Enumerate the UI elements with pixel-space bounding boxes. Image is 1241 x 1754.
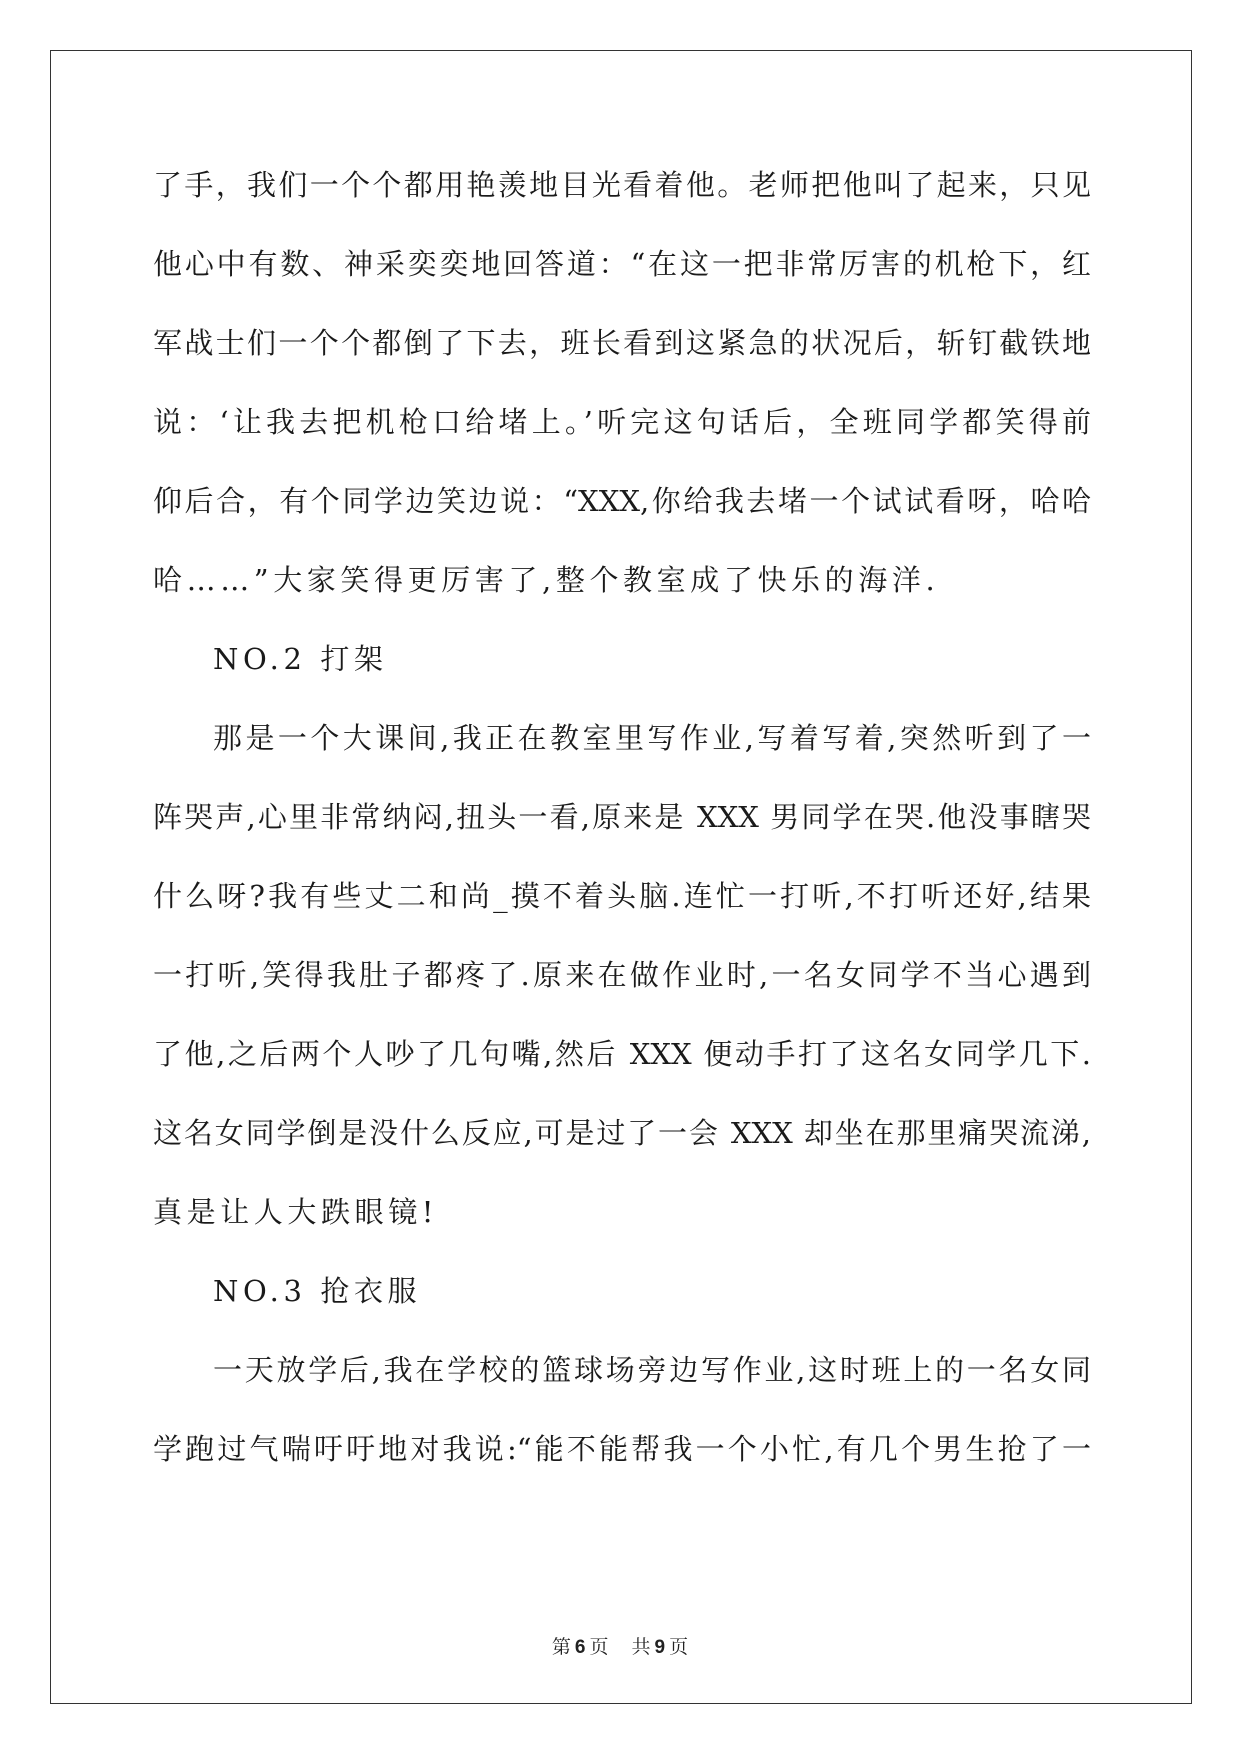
paragraph-line: 学跑过气喘吁吁地对我说:“能不能帮我一个小忙,有几个男生抢了一 — [153, 1432, 1091, 1466]
section-heading: NO.3 抢衣服 — [213, 1274, 422, 1308]
section-heading: NO.2 打架 — [213, 642, 388, 676]
total-prefix: 共 — [631, 1636, 652, 1658]
paragraph-line: 说：‘让我去把机枪口给堵上。’听完这句话后，全班同学都笑得前 — [153, 405, 1091, 439]
paragraph-line: 他心中有数、神采奕奕地回答道：“在这一把非常厉害的机枪下，红 — [153, 247, 1091, 281]
total-suffix: 页 — [669, 1636, 690, 1658]
paragraph-line: 一天放学后,我在学校的篮球场旁边写作业,这时班上的一名女同 — [213, 1353, 1091, 1387]
paragraph-line: 仰后合，有个同学边笑边说：“XXX,你给我去堵一个试试看呀，哈哈 — [153, 484, 1091, 518]
current-page-number: 6 — [574, 1637, 587, 1658]
paragraph-line: 军战士们一个个都倒了下去，班长看到这紧急的状况后，斩钉截铁地 — [153, 326, 1091, 360]
total-pages-number: 9 — [654, 1637, 667, 1658]
paragraph-line: 什么呀?我有些丈二和尚_摸不着头脑.连忙一打听,不打听还好,结果 — [153, 879, 1091, 913]
paragraph-line: 那是一个大课间,我正在教室里写作业,写着写着,突然听到了一 — [213, 721, 1091, 755]
page-prefix: 第 — [551, 1636, 572, 1658]
paragraph-line: 了手，我们一个个都用艳羡地目光看着他。老师把他叫了起来，只见 — [153, 168, 1091, 202]
document-body — [153, 160, 1091, 1503]
paragraph-line: 一打听,笑得我肚子都疼了.原来在做作业时,一名女同学不当心遇到 — [153, 958, 1091, 992]
page-suffix: 页 — [589, 1636, 610, 1658]
paragraph-line: 真是让人大跌眼镜! — [153, 1195, 439, 1229]
paragraph-line: 哈……”大家笑得更厉害了,整个教室成了快乐的海洋. — [153, 563, 940, 597]
paragraph-line: 阵哭声,心里非常纳闷,扭头一看,原来是 XXX 男同学在哭.他没事瞎哭 — [153, 800, 1091, 834]
paragraph-line: 这名女同学倒是没什么反应,可是过了一会 XXX 却坐在那里痛哭流涕, — [153, 1116, 1091, 1150]
page-footer — [0, 1632, 1241, 1659]
paragraph-line: 了他,之后两个人吵了几句嘴,然后 XXX 便动手打了这名女同学几下. — [153, 1037, 1091, 1071]
